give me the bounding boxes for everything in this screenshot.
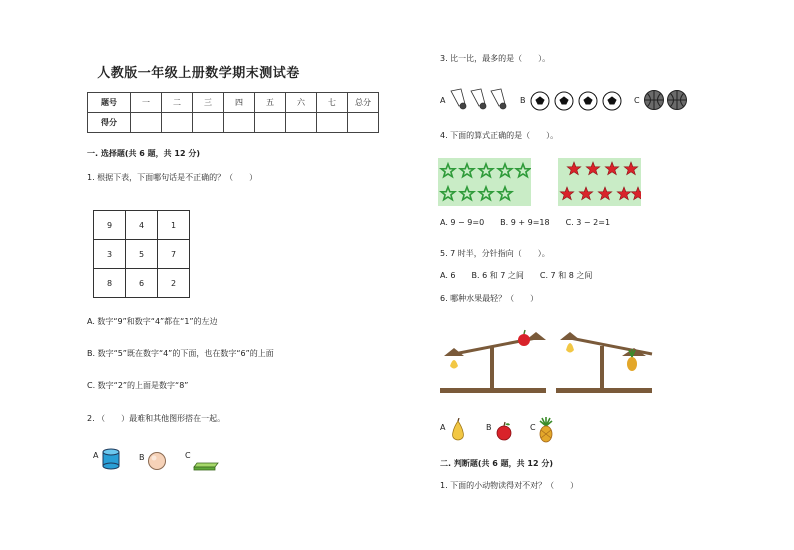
grid-row	[94, 240, 190, 269]
q6-text: 6. 哪种水果最轻？（ ）	[440, 294, 539, 303]
score-input-cell[interactable]	[162, 113, 193, 133]
cuboid-icon	[193, 461, 219, 471]
q3-label-c[interactable]: C	[634, 96, 640, 105]
score-table	[87, 92, 379, 133]
grid-cell: 3	[94, 240, 126, 269]
grid-cell: 7	[158, 240, 190, 269]
score-header-cell: 四	[224, 93, 255, 113]
s2-q1-text: 1. 下面的小动物读得对不对？（ ）	[440, 481, 579, 490]
score-input-cell[interactable]	[131, 113, 162, 133]
score-header-cell: 三	[193, 93, 224, 113]
q2-label-c[interactable]: C	[185, 451, 191, 460]
score-header-cell: 总分	[348, 93, 379, 113]
score-row	[88, 113, 379, 133]
q4-options[interactable]: A. 9 − 9=0 B. 9 + 9=18 C. 3 − 2=1	[440, 218, 611, 227]
q5-options[interactable]: A. 6 B. 6 和 7 之间 C. 7 和 8 之间	[440, 271, 593, 280]
grid-cell: 5	[126, 240, 158, 269]
green-stars-box	[438, 158, 531, 206]
score-header-cell: 五	[255, 93, 286, 113]
score-label-cell: 得分	[88, 113, 131, 133]
cylinder-icon	[101, 448, 121, 470]
soccer-balls-icon	[529, 90, 625, 112]
q6-label-a[interactable]: A	[440, 423, 446, 432]
score-header-cell: 七	[317, 93, 348, 113]
q6-label-c[interactable]: C	[530, 423, 536, 432]
q2-text: 2. （ ）最难和其他图形搭在一起。	[87, 414, 226, 423]
basketballs-icon	[643, 89, 689, 111]
score-header-cell: 二	[162, 93, 193, 113]
pineapple-icon	[538, 417, 554, 443]
apple-icon	[495, 421, 513, 441]
score-input-cell[interactable]	[286, 113, 317, 133]
grid-cell: 8	[94, 269, 126, 298]
balance-scale-left-icon	[440, 326, 550, 396]
score-header-cell: 一	[131, 93, 162, 113]
q2-label-a[interactable]: A	[93, 451, 99, 460]
q1-option-a[interactable]: A. 数字“9”和数字“4”都在“1”的左边	[87, 317, 218, 326]
score-input-cell[interactable]	[224, 113, 255, 133]
score-header-row	[88, 93, 379, 113]
q3-text: 3. 比一比，最多的是（ ）。	[440, 54, 551, 63]
q1-option-c[interactable]: C. 数字“2”的上面是数字“8”	[87, 381, 189, 390]
grid-cell: 2	[158, 269, 190, 298]
sphere-icon	[147, 451, 167, 471]
score-input-cell[interactable]	[255, 113, 286, 133]
grid-row	[94, 269, 190, 298]
q3-label-b[interactable]: B	[520, 96, 526, 105]
shuttlecocks-icon	[449, 88, 513, 110]
grid-cell: 9	[94, 211, 126, 240]
q4-text: 4. 下面的算式正确的是（ ）。	[440, 131, 559, 140]
q6-label-b[interactable]: B	[486, 423, 492, 432]
grid-cell: 6	[126, 269, 158, 298]
balance-scale-right-icon	[556, 326, 666, 396]
section1-heading: 一. 选择题(共 6 题，共 12 分)	[87, 149, 200, 158]
page-title: 人教版一年级上册数学期末测试卷	[97, 66, 300, 81]
red-stars-box	[558, 158, 641, 206]
score-input-cell[interactable]	[317, 113, 348, 133]
q3-label-a[interactable]: A	[440, 96, 446, 105]
q5-text: 5. 7 时半，分针指向（ ）。	[440, 249, 550, 258]
score-header-cell: 题号	[88, 93, 131, 113]
section2-heading: 二. 判断题(共 6 题，共 12 分)	[440, 459, 553, 468]
grid-row	[94, 211, 190, 240]
score-input-cell[interactable]	[193, 113, 224, 133]
q1-text: 1. 根据下表，下面哪句话是不正确的？（ ）	[87, 173, 258, 182]
grid-cell: 4	[126, 211, 158, 240]
q2-label-b[interactable]: B	[139, 453, 145, 462]
pear-icon	[449, 418, 467, 442]
number-grid	[93, 210, 190, 298]
score-input-cell[interactable]	[348, 113, 379, 133]
q1-option-b[interactable]: B. 数字“5”既在数字“4”的下面，也在数字“6”的上面	[87, 349, 274, 358]
grid-cell: 1	[158, 211, 190, 240]
score-header-cell: 六	[286, 93, 317, 113]
